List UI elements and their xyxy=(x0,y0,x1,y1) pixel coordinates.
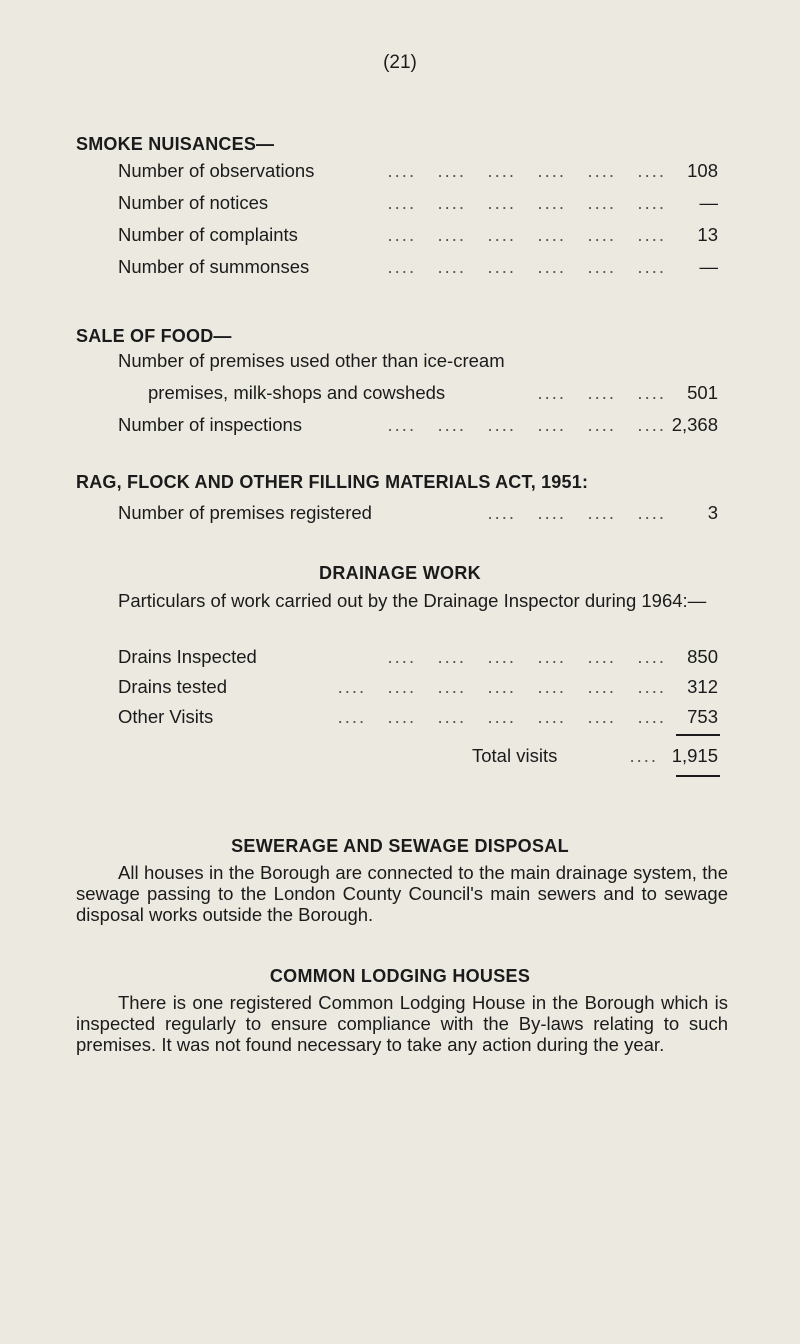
sum-rule-bottom xyxy=(676,775,720,777)
row-label: Drains Inspected xyxy=(118,646,263,668)
sum-rule-top xyxy=(676,734,720,736)
sewerage-heading: SEWERAGE AND SEWAGE DISPOSAL xyxy=(231,836,569,856)
sewerage-text: All houses in the Borough are connected to the main drainage system, the sewage passing to the London County Council's main sewers and to sewage disposal works outside the Borough. xyxy=(76,862,728,925)
page-number: (21) xyxy=(383,52,417,73)
row-label: Number of observations xyxy=(118,160,320,182)
smoke-row-complaints: .... .... .... .... .... .... Number of complaints 13 xyxy=(118,224,718,245)
row-value: 13 xyxy=(697,224,718,245)
row-value: 108 xyxy=(687,160,718,181)
food-premises-row: .... .... .... premises, milk-shops and cowsheds 501 xyxy=(148,382,718,403)
row-value: 753 xyxy=(687,706,718,727)
row-label: premises, milk-shops and cowsheds xyxy=(148,382,451,404)
smoke-row-notices: .... .... .... .... .... .... Number of notices — xyxy=(118,192,718,213)
row-label: Drains tested xyxy=(118,676,233,698)
row-label: Number of notices xyxy=(118,192,274,214)
row-value: — xyxy=(699,256,718,277)
smoke-row-observations: .... .... .... .... .... .... Number of observations 108 xyxy=(118,160,718,181)
row-value: 312 xyxy=(687,676,718,697)
drainage-row-other-visits: .... .... .... .... .... .... .... Other Visits 753 xyxy=(118,706,718,727)
drainage-row-tested: .... .... .... .... .... .... .... Drains tested 312 xyxy=(118,676,718,697)
row-label: Number of complaints xyxy=(118,224,304,246)
drainage-total-row: .... Total visits 1,915 xyxy=(472,745,718,766)
smoke-row-summonses: .... .... .... .... .... .... Number of summonses — xyxy=(118,256,718,277)
common-lodging-heading: COMMON LODGING HOUSES xyxy=(269,966,531,986)
food-premises-line1 xyxy=(118,350,638,374)
rag-flock-heading: RAG, FLOCK AND OTHER FILLING MATERIALS ACT, 1951: xyxy=(76,472,589,492)
drainage-work-heading: DRAINAGE WORK xyxy=(319,563,481,583)
sewerage-paragraph xyxy=(76,862,728,925)
smoke-nuisances-heading: SMOKE NUISANCES— xyxy=(76,134,275,154)
drainage-intro-text: Particulars of work carried out by the Drainage Inspector during 1964:— xyxy=(118,590,707,611)
sale-of-food-heading: SALE OF FOOD— xyxy=(76,326,232,346)
lodging-paragraph xyxy=(76,992,728,1055)
row-label: Number of premises used other than ice-cream xyxy=(118,350,511,372)
row-label: Number of premises registered xyxy=(118,502,378,524)
row-label: Total visits xyxy=(472,745,563,767)
row-value: — xyxy=(699,192,718,213)
lodging-text: There is one registered Common Lodging House in the Borough which is inspected regularly to ensure compliance with the By-laws relating to such premises. It was not found necessary to take any action during the year. xyxy=(76,992,728,1055)
row-label: Other Visits xyxy=(118,706,219,728)
row-value: 501 xyxy=(687,382,718,403)
row-value: 3 xyxy=(707,502,718,523)
drainage-row-inspected: .... .... .... .... .... .... Drains Inspected 850 xyxy=(118,646,718,667)
row-value: 850 xyxy=(687,646,718,667)
row-value: 2,368 xyxy=(671,414,718,435)
rag-premises-row: .... .... .... .... Number of premises registered 3 xyxy=(118,502,718,523)
drainage-intro xyxy=(76,590,728,611)
row-label: Number of inspections xyxy=(118,414,308,436)
row-value: 1,915 xyxy=(671,745,718,766)
food-inspections-row: .... .... .... .... .... .... Number of inspections 2,368 xyxy=(118,414,718,435)
row-label: Number of summonses xyxy=(118,256,315,278)
